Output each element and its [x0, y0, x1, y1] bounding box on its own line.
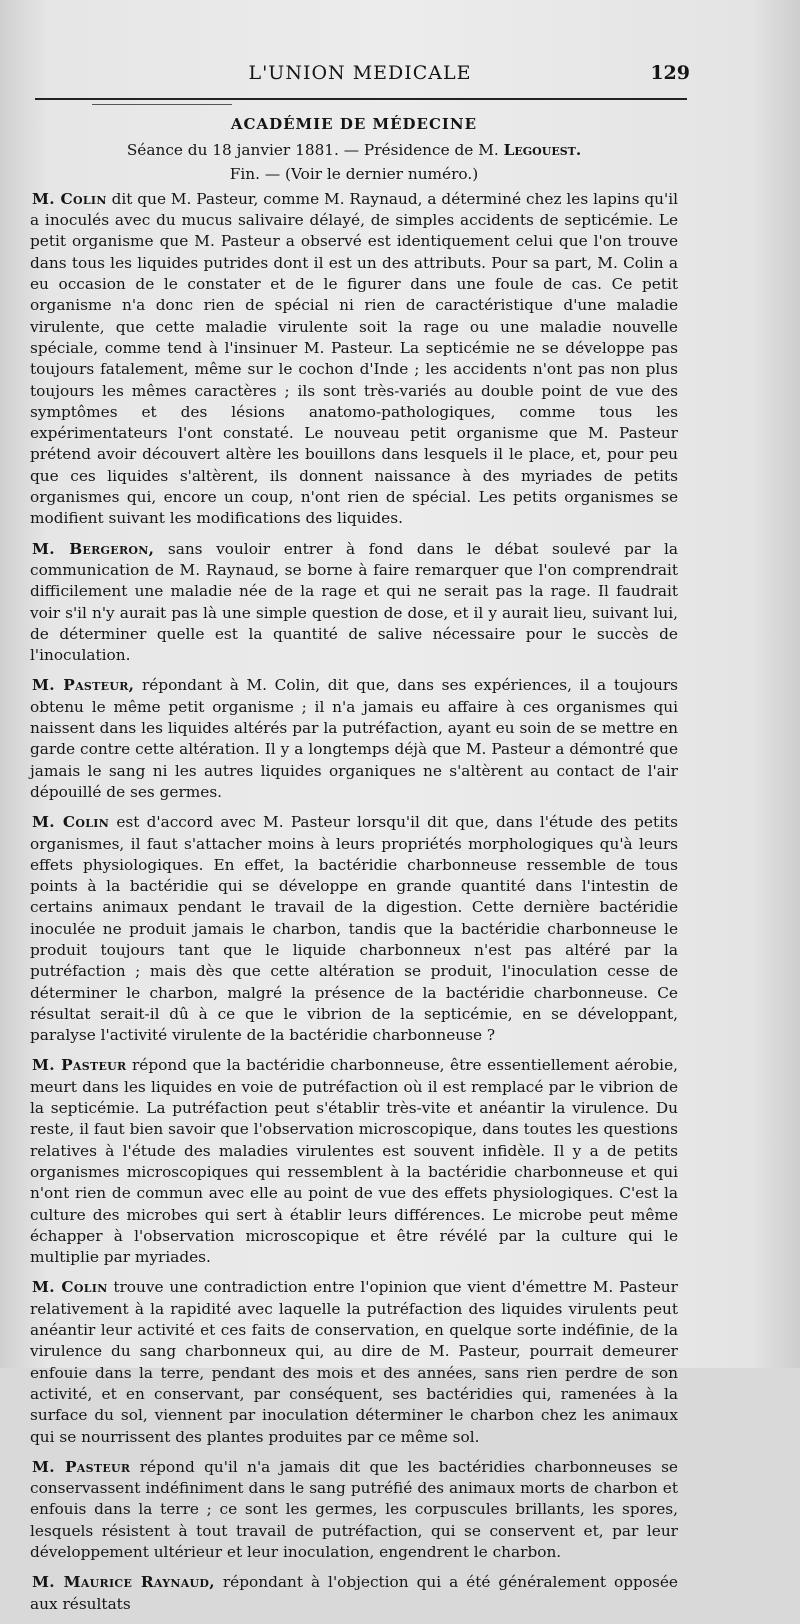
speaker-name: M. Colin	[32, 1278, 108, 1297]
paragraph-colin-3	[30, 1277, 678, 1447]
paragraph-text: trouve une contradiction entre l'opinion que vient d'émettre M. Pasteur relativement à la rapidité avec laquelle la putréfaction des liquides virulents peut anéantir leur activité et ces faits de conservation, en quelque sorte indéfinie, de la virulence du sang charbonneux qui, au dire de M. Pasteur, pourrait demeurer enfouie dans la terre, pendant des mois et des années, sans rien perdre de son activité, et en conservant, par conséquent, ses bactéridies qui, ramenées à la surface du sol, viennent par inoculation déterminer le charbon chez les animaux qui se nourrissent des plantes produites par ce même sol.	[30, 1278, 678, 1446]
continuation-note: Fin. — (Voir le dernier numéro.)	[229, 164, 479, 183]
paragraph-text: répondant à M. Colin, dit que, dans ses expériences, il a toujours obtenu le même petit organisme ; il n'a jamais eu affaire à ces organismes qui naissent dans les liquides altérés par la putréfaction, ayant eu soin de se mettre en garde contre cette altération. Il y a longtemps déjà que M. Pasteur a démontré que jamais le sang ni les autres liquides organiques ne s'altèrent au contact de l'air dépouillé de ses germes.	[30, 676, 678, 801]
paragraph-bergeron	[30, 539, 678, 667]
header-rule-accent	[92, 104, 232, 105]
paragraph-text: répond que la bactéridie charbonneuse, être essentiellement aérobie, meurt dans les liquides en voie de putréfaction où il est remplacé par le vibrion de la septicémie. La putréfaction peut s'établir très-vite et anéantir la virulence. Du reste, il faut bien savoir que l'observation microscopique, dans toutes les questions relatives à l'étude des maladies virulentes est souvent infidèle. Il y a de petits organismes microscopiques qui ressemblent à la bactéridie charbonneuse et qui n'ont rien de commun avec elle au point de vue des effets physiologiques. C'est la culture des microbes qui sert à établir leurs différences. Le microbe peut même échapper à l'observation microscopique et être révélé par la culture qui le multiplie par myriades.	[30, 1056, 678, 1267]
speaker-name: M. Colin	[32, 813, 110, 832]
speaker-name: M. Pasteur	[32, 1056, 127, 1075]
article-body	[30, 114, 678, 1624]
page-header	[30, 62, 690, 92]
paragraph-colin-1	[30, 189, 678, 530]
paragraph-text: est d'accord avec M. Pasteur lorsqu'il dit que, dans l'étude des petits organismes, il faut s'attacher moins à leurs propriétés morphologiques qu'à leurs effets physiologiques. En effet, la bactéridie charbonneuse ressemble de tous points à la bactéridie qui se développe en grande quantité dans l'intestin de certains animaux pendant le travail de la digestion. Cette dernière bactéridie inoculée ne produit jamais le charbon, tandis que la bactéridie charbonneuse le produit toujours tant que le liquide charbonneux n'est pas altéré par la putréfaction ; mais dès que cette altération se produit, l'inoculation cesse de déterminer le charbon, malgré la présence de la bactéridie charbonneuse. Ce résultat serait-il dû à ce que le vibrion de la septicémie, en se développant, paralyse l'activité virulente de la bactéridie charbonneuse ?	[30, 813, 678, 1045]
paragraph-text: répond qu'il n'a jamais dit que les bactéridies charbonneuses se conservassent indéfiniment dans le sang putréfié des animaux morts de charbon et enfouis dans la terre ; ce sont les germes, les corpuscules brillants, les spores, lesquels résistent à tout travail de putréfaction, qui se conservent et, par leur développement ultérieur et leur inoculation, engendrent le charbon.	[30, 1457, 678, 1561]
speaker-name: M. Pasteur,	[32, 676, 135, 695]
section-title: ACADÉMIE DE MÉDECINE	[230, 115, 478, 133]
header-rule	[35, 98, 687, 100]
paragraph-text: dit que M. Pasteur, comme M. Raynaud, a déterminé chez les lapins qu'il a inoculés avec du mucus salivaire délayé, de simples accidents de septicémie. Le petit organisme que M. Pasteur a observé est identiquement celui que l'on trouve dans tous les liquides putrides dont il est un des attributs. Pour sa part, M. Colin a eu occasion de le constater et de le figurer dans une foule de cas. Ce petit organisme n'a donc rien de spécial ni rien de caractéristique d'une maladie virulente, que cette maladie virulente soit la rage ou une maladie nouvelle spéciale, comme tend à l'insinuer M. Pasteur. La septicémie ne se développe pas toujours fatalement, même sur le cochon d'Inde ; les accidents n'ont pas non plus toujours les mêmes caractères ; ils sont très-variés au double point de vue des symptômes et des lésions anatomo-pathologiques, comme tous les expérimentateurs l'ont constaté. Le nouveau petit organisme que M. Pasteur prétend avoir découvert altère les bouillons dans lesquels il le place, et, pour peu que ces liquides s'altèrent, ils donnent naissance à des myriades de petits organismes qui, encore un coup, n'ont rien de spécial. Les petits organismes se modifient suivant les modifications des liquides.	[30, 189, 678, 528]
paragraph-pasteur-2	[30, 1055, 678, 1268]
speaker-name: M. Maurice Raynaud,	[32, 1573, 215, 1592]
paragraph-pasteur-1	[30, 675, 678, 803]
paragraph-text: répondant à l'objection qui a été généralement opposée aux résultats	[30, 1573, 678, 1613]
running-title: L'UNION MEDICALE	[248, 62, 472, 84]
paragraph-pasteur-3	[30, 1457, 678, 1563]
paragraph-colin-2	[30, 812, 678, 1046]
session-president: Legouest.	[503, 141, 582, 160]
paragraph-text: sans vouloir entrer à fond dans le débat soulevé par la communication de M. Raynaud, se borne à faire remarquer que l'on comprendrait difficilement une maladie née de la rage et qui ne serait pas la rage. Il faudrait voir s'il n'y aurait pas là une simple question de dose, et il y aurait lieu, suivant lui, de déterminer quelle est la quantité de salive nécessaire pour le succès de l'inoculation.	[30, 539, 678, 665]
paragraph-raynaud	[30, 1572, 678, 1615]
speaker-name: M. Bergeron,	[32, 539, 155, 558]
speaker-name: M. Colin	[32, 189, 107, 208]
speaker-name: M. Pasteur	[32, 1457, 131, 1476]
page-number: 129	[650, 62, 690, 84]
session-date: Séance du 18 janvier 1881. — Présidence de M.	[126, 141, 499, 160]
session-line	[30, 140, 678, 161]
